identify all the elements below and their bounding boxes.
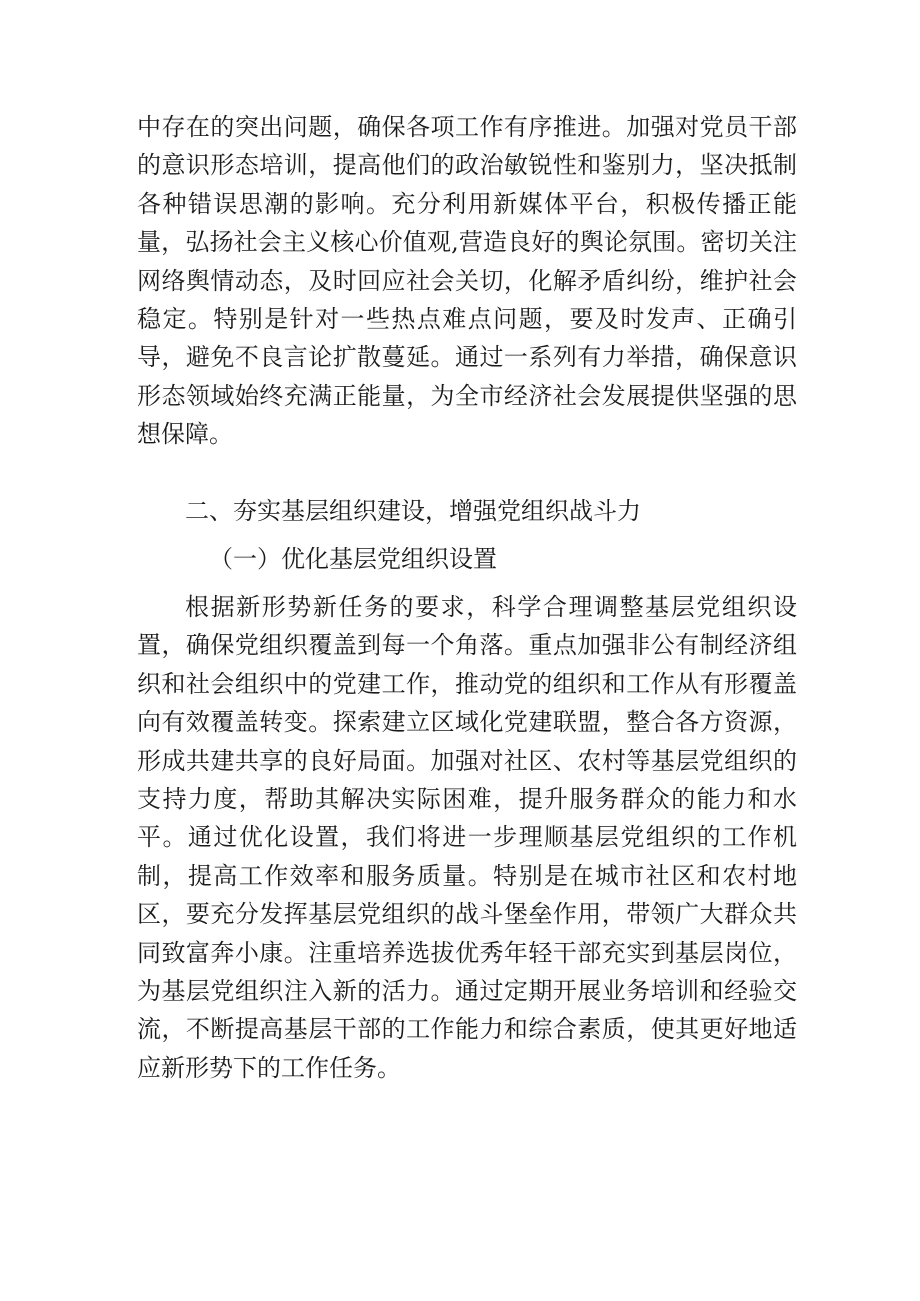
- subsection-heading-text: （一）优化基层党组织设置: [209, 545, 497, 573]
- subsection-heading: [137, 540, 797, 578]
- section-heading: [137, 492, 797, 530]
- section-heading-text: 二、夯实基层组织建设，增强党组织战斗力: [185, 497, 641, 525]
- paragraph-body: [137, 588, 797, 1087]
- paragraph-body-text: 根据新形势新任务的要求，科学合理调整基层党组织设置，确保党组织覆盖到每一个角落。重点加强非公有制经济组织和社会组织中的党建工作，推动党的组织和工作从有形覆盖向有效覆盖转变。探索建立区域化党建联盟，整合各方资源，形成共建共享的良好局面。加强对社区、农村等基层党组织的支持力度，帮助其解决实际困难，提升服务群众的能力和水平。通过优化设置，我们将进一步理顺基层党组织的工作机制，提高工作效率和服务质量。特别是在城市社区和农村地区，要充分发挥基层党组织的战斗堡垒作用，带领广大群众共同致富奔小康。注重培养选拔优秀年轻干部充实到基层岗位，为基层党组织注入新的活力。通过定期开展业务培训和经验交流，不断提高基层干部的工作能力和综合素质，使其更好地适应新形势下的工作任务。: [137, 593, 797, 1082]
- paragraph-continued-text: 中存在的突出问题，确保各项工作有序推进。加强对党员干部的意识形态培训，提高他们的政治敏锐性和鉴别力，坚决抵制各种错误思潮的影响。充分利用新媒体平台，积极传播正能量，弘扬社会主义核心价值观,营造良好的舆论氛围。密切关注网络舆情动态，及时回应社会关切，化解矛盾纠纷，维护社会稳定。特别是针对一些热点难点问题，要及时发声、正确引导，避免不良言论扩散蔓延。通过一系列有力举措，确保意识形态领域始终充满正能量，为全市经济社会发展提供坚强的思想保障。: [137, 113, 797, 449]
- paragraph-continued: [137, 108, 797, 454]
